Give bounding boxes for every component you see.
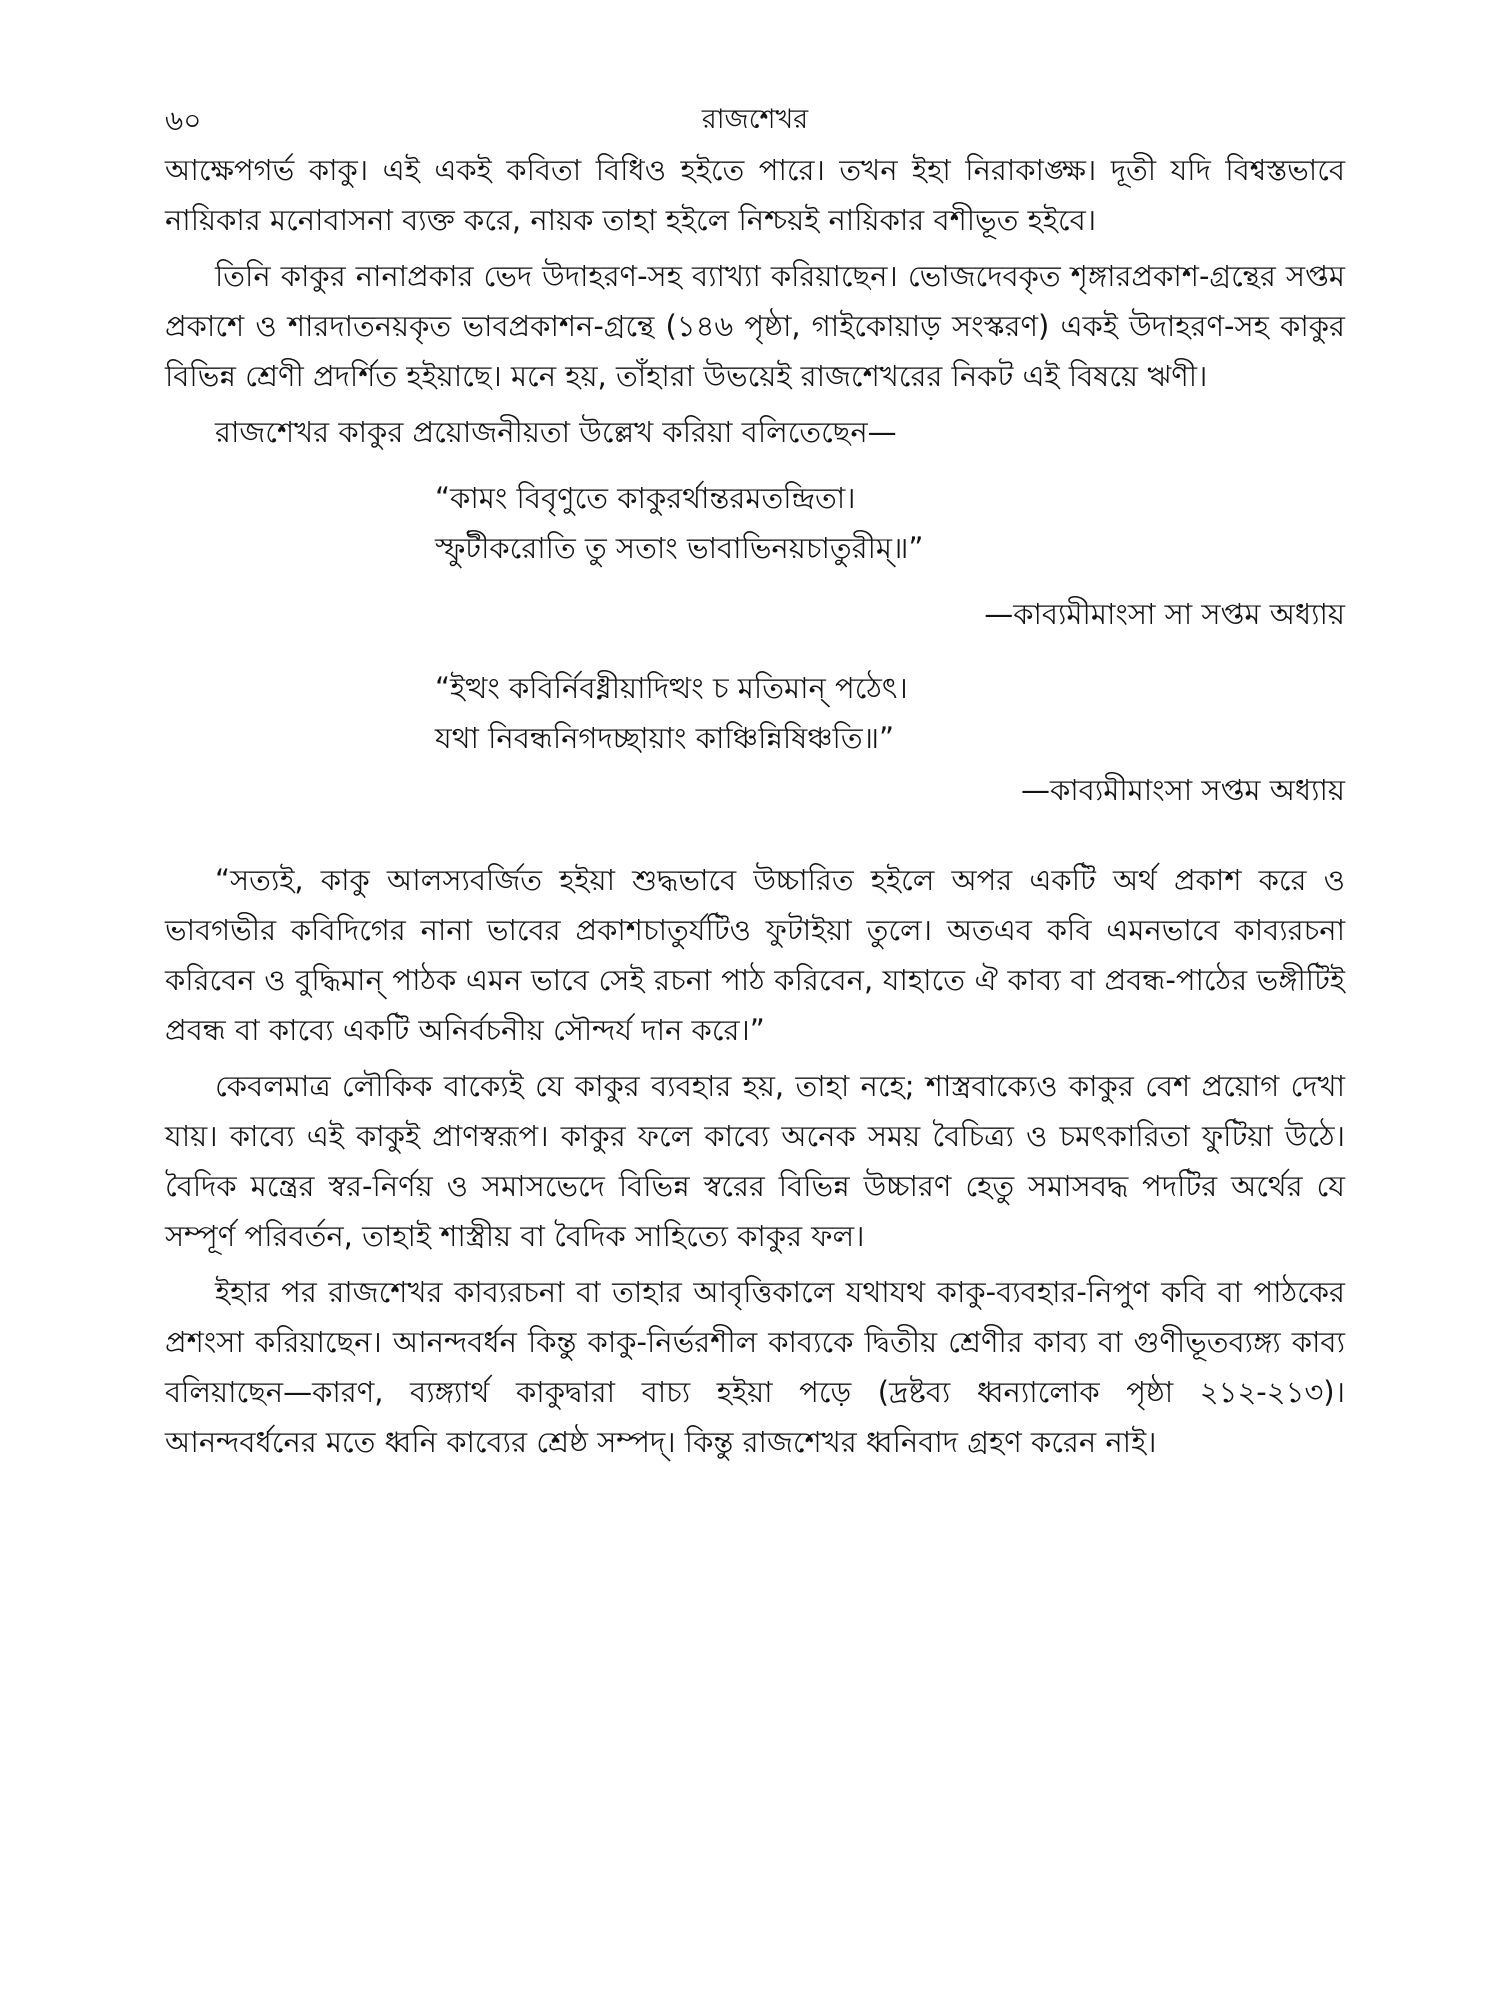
verse-quote-2 <box>165 663 1345 763</box>
verse-attribution-2: —কাব্যমীমাংসা সপ্তম অধ্যায় <box>1020 773 1345 807</box>
verse-line: স্ফুটীকরোতি তু সতাং ভাবাভিনয়চাতুরীম্॥” <box>435 531 924 565</box>
page-header <box>165 95 1345 145</box>
paragraph-3: রাজশেখর কাকুর প্রয়োজনীয়তা উল্লেখ করিয়া বলিতেছেন— <box>215 415 897 449</box>
verse-quote-1 <box>165 473 1345 573</box>
verse-line: “কামং বিবৃণুতে কাকুরর্থান্তরমতন্দ্রিতা। <box>435 481 856 515</box>
paragraph-4: “সত্যই, কাকু আলস্যবর্জিত হইয়া শুদ্ধভাবে উচ্চারিত হইলে অপর একটি অর্থ প্রকাশ করে ও ভাবগভীর কবিদিগের নানা ভাবের প্রকাশচাতুর্যটিও ফুটাইয়া তুলে। অতএব কবি এমনভাবে কাব্যরচনা করিবেন ও বুদ্ধিমান্ পাঠক এমন ভাবে সেই রচনা পাঠ করিবেন, যাহাতে ঐ কাব্য বা প্রবন্ধ-পাঠের ভঙ্গীটিই প্রবন্ধ বা কাব্যে একটি অনির্বচনীয় সৌন্দর্য দান করে।” <box>165 863 1345 1047</box>
paragraph-2: তিনি কাকুর নানাপ্রকার ভেদ উদাহরণ-সহ ব্যাখ্যা করিয়াছেন। ভোজদেবকৃত শৃঙ্গারপ্রকাশ-গ্রন্থের সপ্তম প্রকাশে ও শারদাতনয়কৃত ভাবপ্রকাশন-গ্রন্থে (১৪৬ পৃষ্ঠা, গাইকোয়াড় সংস্করণ) একই উদাহরণ-সহ কাকুর বিভিন্ন শ্রেণী প্রদর্শিত হইয়াছে। মনে হয়, তাঁহারা উভয়েই রাজশেখরের নিকট এই বিষয়ে ঋণী। <box>165 259 1345 393</box>
verse-attribution-1: —কাব্যমীমাংসা সা সপ্তম অধ্যায় <box>984 597 1345 631</box>
paragraph-6: ইহার পর রাজশেখর কাব্যরচনা বা তাহার আবৃত্তিকালে যথাযথ কাকু-ব্যবহার-নিপুণ কবি বা পাঠকের প্রশংসা করিয়াছেন। আনন্দবর্ধন কিন্তু কাকু-নির্ভরশীল কাব্যকে দ্বিতীয় শ্রেণীর কাব্য বা গুণীভূতব্যঙ্গ্য কাব্য বলিয়াছেন—কারণ, ব্যঙ্গ্যার্থ কাকুদ্বারা বাচ্য হইয়া পড়ে (দ্রষ্টব্য ধ্বন্যালোক পৃষ্ঠা ২১২-২১৩)। আনন্দবর্ধনের মতে ধ্বনি কাব্যের শ্রেষ্ঠ সম্পদ্। কিন্তু রাজশেখর ধ্বনিবাদ গ্রহণ করেন নাই। <box>165 1275 1345 1459</box>
verse-line: যথা নিবন্ধনিগদচ্ছায়াং কাঞ্চিন্নিষিঞ্চতি॥” <box>435 721 895 755</box>
page-number: ৬০ <box>165 104 202 137</box>
paragraph-5: কেবলমাত্র লৌকিক বাক্যেই যে কাকুর ব্যবহার হয়, তাহা নহে; শাস্ত্রবাক্যেও কাকুর বেশ প্রয়োগ দেখা যায়। কাব্যে এই কাকুই প্রাণস্বরূপ। কাকুর ফলে কাব্যে অনেক সময় বৈচিত্র্য ও চমৎকারিতা ফুটিয়া উঠে। বৈদিক মন্ত্রের স্বর-নির্ণয় ও সমাসভেদে বিভিন্ন স্বরের বিভিন্ন উচ্চারণ হেতু সমাসবদ্ধ পদটির অর্থের যে সম্পূর্ণ পরিবর্তন, তাহাই শাস্ত্রীয় বা বৈদিক সাহিত্যে কাকুর ফল। <box>165 1069 1345 1253</box>
verse-line: “ইত্থং কবির্নিবধ্নীয়াদিত্থং চ মতিমান্ পঠেৎ। <box>435 671 908 705</box>
paragraph-1: আক্ষেপগর্ভ কাকু। এই একই কবিতা বিধিও হইতে পারে। তখন ইহা নিরাকাঙ্ক্ষ। দূতী যদি বিশ্বস্তভাবে নায়িকার মনোবাসনা ব্যক্ত করে, নায়ক তাহা হইলে নিশ্চয়ই নায়িকার বশীভূত হইবে। <box>165 153 1345 237</box>
running-head: রাজশেখর <box>701 104 809 135</box>
book-page <box>165 95 1345 1467</box>
